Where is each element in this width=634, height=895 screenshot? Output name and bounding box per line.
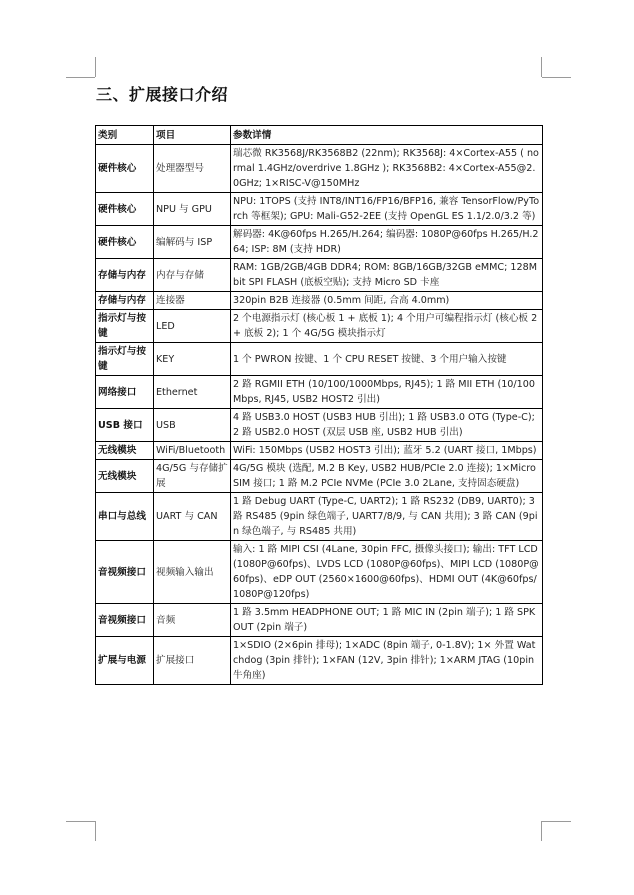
header-detail: 参数详情 [231,126,543,145]
row-detail: 输入: 1 路 MIPI CSI (4Lane, 30pin FFC, 摄像头接口); 输出: TFT LCD (1080P@60fps)、LVDS LCD (1080P@60fps)、MIPI LCD (1080P@60fps)、eDP OUT (2560×1600@60fps)、HDMI OUT (4K@60fps/1080P@120fps) [231,541,543,604]
row-item: USB [154,409,231,442]
crop-mark-bottom-right-v [541,821,542,841]
header-item: 项目 [154,126,231,145]
crop-mark-bottom-left-h [66,821,95,822]
header-category: 类别 [96,126,154,145]
row-detail: 1 个 PWRON 按键、1 个 CPU RESET 按键、3 个用户输入按键 [231,343,543,376]
row-detail: 4 路 USB3.0 HOST (USB3 HUB 引出); 1 路 USB3.0 OTG (Type-C); 2 路 USB2.0 HOST (双层 USB 座, USB2 HUB 引出) [231,409,543,442]
row-detail: RAM: 1GB/2GB/4GB DDR4; ROM: 8GB/16GB/32GB eMMC; 128Mbit SPI FLASH (底板空贴); 支持 Micro SD 卡座 [231,259,543,292]
table-row [96,442,543,460]
row-category: 硬件核心 [96,226,154,259]
row-item: UART 与 CAN [154,493,231,541]
table-row [96,376,543,409]
row-item: 扩展接口 [154,637,231,685]
table-row [96,259,543,292]
row-item: KEY [154,343,231,376]
crop-mark-top-right-h [542,77,571,78]
row-item: 编解码与 ISP [154,226,231,259]
row-category: 音视频接口 [96,541,154,604]
row-item: 内存与存储 [154,259,231,292]
table-row [96,409,543,442]
row-category: 无线模块 [96,442,154,460]
row-detail: 1 路 Debug UART (Type-C, UART2); 1 路 RS232 (DB9, UART0); 3 路 RS485 (9pin 绿色端子, UART7/8/9, 与 CAN 共用); 3 路 CAN (9pin 绿色端子, 与 RS485 共用) [231,493,543,541]
row-detail: 2 个电源指示灯 (核心板 1 + 底板 1); 4 个用户可编程指示灯 (核心板 2 + 底板 2); 1 个 4G/5G 模块指示灯 [231,310,543,343]
crop-mark-bottom-right-h [542,821,571,822]
table-row [96,604,543,637]
row-category: 音视频接口 [96,604,154,637]
row-category: 指示灯与按键 [96,310,154,343]
row-category: 扩展与电源 [96,637,154,685]
row-detail: 1 路 3.5mm HEADPHONE OUT; 1 路 MIC IN (2pin 端子); 1 路 SPK OUT (2pin 端子) [231,604,543,637]
table-row [96,226,543,259]
interface-spec-table [95,125,543,685]
row-detail: 瑞芯微 RK3568J/RK3568B2 (22nm); RK3568J: 4×Cortex-A55 ( normal 1.4GHz/overdrive 1.8GHz ); RK3568B2: 4×Cortex-A55@2.0GHz; 1×RISC-V@150MHz [231,145,543,193]
crop-mark-top-left-h [66,77,95,78]
row-category: USB 接口 [96,409,154,442]
row-item: 4G/5G 与存储扩展 [154,460,231,493]
row-item: 连接器 [154,292,231,310]
table-row [96,637,543,685]
table-row [96,460,543,493]
table-row [96,493,543,541]
row-item: WiFi/Bluetooth [154,442,231,460]
row-category: 指示灯与按键 [96,343,154,376]
row-category: 无线模块 [96,460,154,493]
row-category: 串口与总线 [96,493,154,541]
table-row [96,292,543,310]
table-row [96,343,543,376]
crop-mark-bottom-left-v [95,821,96,841]
section-title: 三、扩展接口介绍 [96,85,229,104]
table-row [96,310,543,343]
row-item: 处理器型号 [154,145,231,193]
row-category: 硬件核心 [96,145,154,193]
row-item: Ethernet [154,376,231,409]
table-header-row [96,126,543,145]
row-detail: 4G/5G 模块 (选配, M.2 B Key, USB2 HUB/PCIe 2.0 连接); 1×Micro SIM 接口; 1 路 M.2 PCIe NVMe (PCIe 3.0 2Lane, 支持固态硬盘) [231,460,543,493]
row-item: 视频输入输出 [154,541,231,604]
row-category: 存储与内存 [96,292,154,310]
crop-mark-top-left-v [95,57,96,77]
crop-mark-top-right-v [541,57,542,77]
row-category: 存储与内存 [96,259,154,292]
row-category: 网络接口 [96,376,154,409]
row-detail: 2 路 RGMII ETH (10/100/1000Mbps, RJ45); 1 路 MII ETH (10/100Mbps, RJ45, USB2 HOST2 引出) [231,376,543,409]
row-detail: 解码器: 4K@60fps H.265/H.264; 编码器: 1080P@60fps H.265/H.264; ISP: 8M (支持 HDR) [231,226,543,259]
table-row [96,193,543,226]
table-row [96,145,543,193]
row-item: NPU 与 GPU [154,193,231,226]
table-row [96,541,543,604]
row-item: LED [154,310,231,343]
row-detail: NPU: 1TOPS (支持 INT8/INT16/FP16/BFP16, 兼容 TensorFlow/PyTorch 等框架); GPU: Mali-G52-2EE (支持 OpenGL ES 1.1/2.0/3.2 等) [231,193,543,226]
row-item: 音频 [154,604,231,637]
row-detail: 320pin B2B 连接器 (0.5mm 间距, 合高 4.0mm) [231,292,543,310]
row-detail: 1×SDIO (2×6pin 排母); 1×ADC (8pin 端子, 0-1.8V); 1× 外置 Watchdog (3pin 排针); 1×FAN (12V, 3pin 排针); 1×ARM JTAG (10pin 牛角座) [231,637,543,685]
row-detail: WiFi: 150Mbps (USB2 HOST3 引出); 蓝牙 5.2 (UART 接口, 1Mbps) [231,442,543,460]
row-category: 硬件核心 [96,193,154,226]
